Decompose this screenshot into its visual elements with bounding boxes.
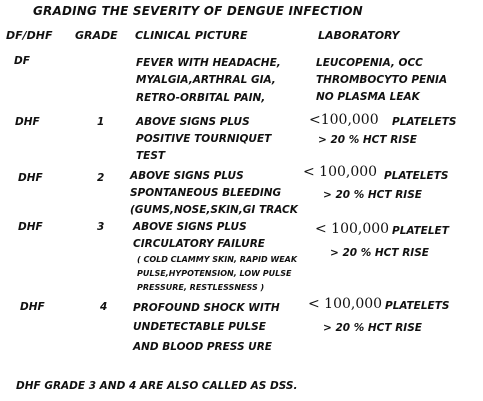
row-3-clinical-2: CIRCULATORY FAILURE: [133, 238, 265, 250]
row-4-clinical-1: PROFOUND SHOCK WITH: [133, 302, 280, 314]
row-2-grade: 2: [97, 172, 105, 184]
row-4-type: DHF: [20, 301, 45, 313]
row-1-clinical-2: POSITIVE TOURNIQUET: [136, 133, 272, 145]
row-3-lab-count: < 100,000: [315, 221, 390, 237]
header-grade: GRADE: [75, 29, 118, 42]
row-1-clinical-1: ABOVE SIGNS PLUS: [136, 116, 250, 128]
header-type: DF/DHF: [6, 29, 53, 42]
row-2-lab-hct: > 20 % HCT RISE: [323, 189, 422, 201]
row-4-lab-platelets: PLATELETS: [385, 300, 450, 312]
header-laboratory: LABORATORY: [318, 29, 400, 42]
row-2-clinical-2: SPONTANEOUS BLEEDING: [130, 187, 282, 199]
row-2-lab-count: < 100,000: [303, 164, 378, 180]
row-df-clinical-1: FEVER WITH HEADACHE,: [136, 57, 281, 69]
row-2-type: DHF: [18, 172, 43, 184]
row-df-type: DF: [14, 55, 30, 67]
row-df-lab-3: NO PLASMA LEAK: [316, 91, 420, 103]
row-df-clinical-2: MYALGIA,ARTHRAL GIA,: [136, 74, 276, 86]
row-1-clinical-3: TEST: [136, 150, 166, 162]
page-title: GRADING THE SEVERITY OF DENGUE INFECTION: [33, 4, 363, 18]
row-1-lab-hct: > 20 % HCT RISE: [318, 134, 417, 146]
row-1-lab-count: <100,000: [309, 112, 379, 128]
row-3-clinical-detail-1: ( COLD CLAMMY SKIN, RAPID WEAK: [137, 255, 298, 264]
row-3-type: DHF: [18, 221, 43, 233]
row-4-grade: 4: [100, 301, 108, 313]
row-3-clinical-detail-3: PRESSURE, RESTLESSNESS ): [137, 283, 265, 292]
row-1-lab-platelets: PLATELETS: [392, 116, 457, 128]
row-2-lab-platelets: PLATELETS: [384, 170, 449, 182]
footer-note: DHF GRADE 3 AND 4 ARE ALSO CALLED AS DSS.: [16, 380, 298, 392]
row-4-clinical-3: AND BLOOD PRESS URE: [133, 341, 272, 353]
row-df-lab-1: LEUCOPENIA, OCC: [316, 57, 423, 69]
row-3-lab-platelet: PLATELET: [392, 225, 449, 237]
row-3-clinical-detail-2: PULSE,HYPOTENSION, LOW PULSE: [137, 269, 292, 278]
row-3-clinical-1: ABOVE SIGNS PLUS: [133, 221, 247, 233]
row-2-clinical-1: ABOVE SIGNS PLUS: [130, 170, 244, 182]
row-4-lab-hct: > 20 % HCT RISE: [323, 322, 422, 334]
row-4-lab-count: < 100,000: [308, 296, 383, 312]
row-3-grade: 3: [97, 221, 105, 233]
row-3-lab-hct: > 20 % HCT RISE: [330, 247, 429, 259]
row-2-clinical-3: (GUMS,NOSE,SKIN,GI TRACK: [130, 204, 298, 216]
header-clinical: CLINICAL PICTURE: [135, 29, 248, 42]
row-1-type: DHF: [15, 116, 40, 128]
row-df-lab-2: THROMBOCYTO PENIA: [316, 74, 448, 86]
row-4-clinical-2: UNDETECTABLE PULSE: [133, 321, 266, 333]
row-df-clinical-3: RETRO-ORBITAL PAIN,: [136, 92, 266, 104]
row-1-grade: 1: [97, 116, 105, 128]
